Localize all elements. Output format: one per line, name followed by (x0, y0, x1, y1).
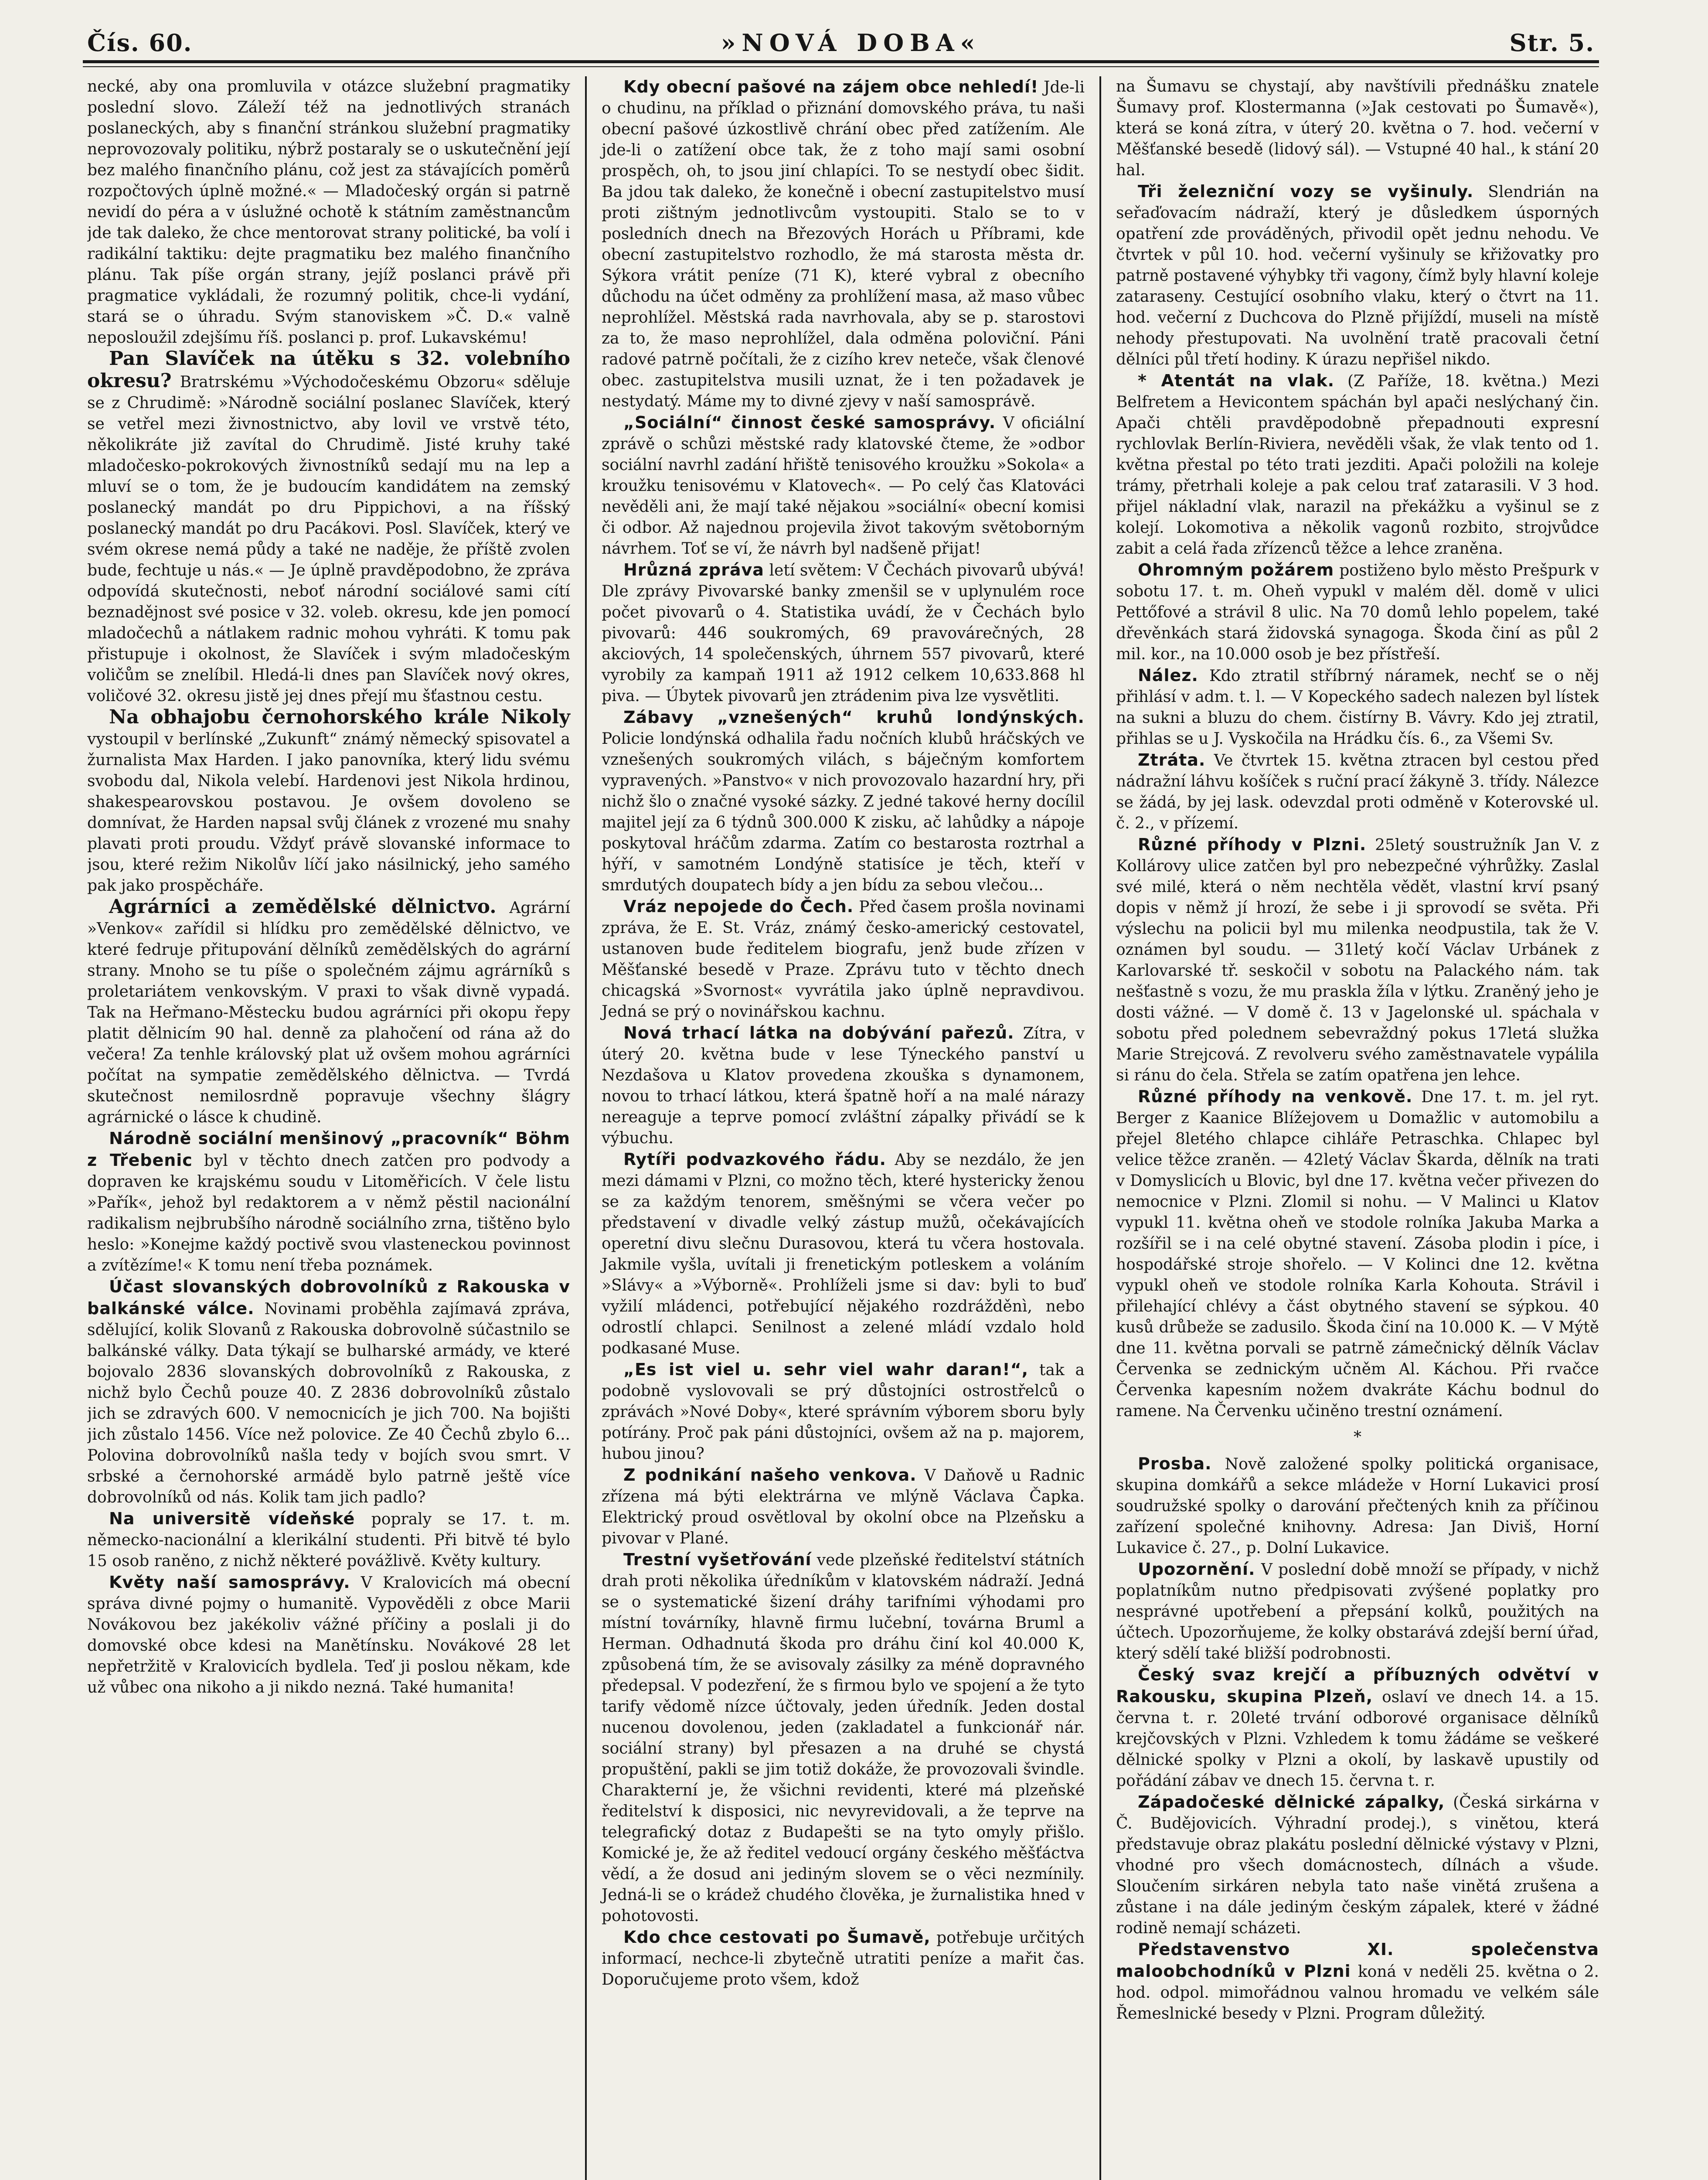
article-text: (Česká sirkárna v Č. Budějovicích. Výhradní prodej.), s vinětou, která představuje obraz plakátu poslední dělnické výstavy v Plzni, vhodné pro všech domácnostech, dílnách a všude. Sloučením sirkáren nebyla tato naše vinětá zrušena a zůstane i na dále jediným českým zápalek, které v žádné rodině nemají scházeti. (1116, 1794, 1599, 1937)
article-headline: Ohromným požárem (1138, 560, 1334, 579)
article-text: necké, aby ona promluvila v otázce služební pragmatiky poslední slovo. Záleží též na jednotlivých stranách poslaneckých, aby s finanční stránkou služební pragmatiky neprovozovaly politiku, nýbrž postaraly se o uskutečnění její bez malého finančního plánu, což jest za stávajících poměrů rozpočtových úplně možné.« — Mladočeský orgán si patrně nevidí do péra a v úslužné ochotě k státním zaměstnancům jde tak daleko, že chce mentorovat strany politické, ba volí i radikální taktiku: dejte pragmatiku bez malého finančního plánu. Tak píše orgán strany, jejíž poslanci právě při pragmatice vykládali, že rozumný politik, chce-li vydání, stará se o úhradu. Svým stanoviskem »Č. D.« valně neposloužil zdejšímu říš. poslanci p. prof. Lukavskému! (87, 78, 570, 347)
header-rule (83, 60, 1599, 63)
article-text: koná v neděli 25. května o 2. hod. odpol. mimořádnou valnou hromadu ve velkém sále Řemeslnické besedy v Plzni. Program důležitý. (1116, 1963, 1599, 2023)
article-text: Novinami proběhla zajímavá zpráva, sdělující, kolik Slovanů z Rakouska dobrovolně súčastnilo se balkánské války. Data týkají se bulharské armády, ve které bojovalo 2836 slovanských dobrovolníků z Rakouska, z nichž bylo Čechů pouze 40. Z 2836 dobrovolníků zůstalo jich se zdravých 600. V nemocnicích je jich 700. Na bojišti jich zůstalo 1456. Více než polovice. Ze 40 Čechů zbylo 6... Polovina dobrovolníků našla tedy v bojích svou smrt. V srbské a černohorské armádě bylo patrně ještě více dobrovolníků od nás. Kolik tam jich padlo? (87, 1300, 570, 1506)
article-text: vede plzeňské ředitelství státních drah proti několika úředníkům v klatovském nádraží. Jedná se o systematické šizení dráhy tarifními výhodami pro místní továrníky, hlavně firmu lučební, továrna Bruml a Herman. Odhadnutá škoda pro dráhu činí kol 40.000 K, způsobená tím, že se avisovaly zásilky za méně dopravného předepsal. V podezření, že s firmou bylo ve spojení a že tyto tarify vědomě nízce účtovaly, jeden úředník. Jeden dostal nucenou dovolenou, jeden (zakladatel a funkcionář nár. sociální strany) byl přesazen a na druhé se chystá propuštění, pakli se jim totiž dokáže, že provozovali švindle. Charakterní je, že všichni revidenti, které má plzeňské ředitelství k disposici, nic nevyrevidovali, a že teprve na telegrafický dotaz z Budapešti se na tyto omyly přišlo. Komické je, že až ředitel vedoucí orgány českého měšťáctva vědí, a že dosud ani jediným slovem se o věci nezmínily. Jedná-li se o krádež chudého člověka, je žurnalistika hned v pohotovosti. (602, 1551, 1085, 1925)
article-text: Kdo ztratil stříbrný náramek, nechť se o něj přihlásí v adm. t. l. — V Kopeckého sadech nalezen byl lístek na sukni a bluzu do chem. čistírny B. Vávry. Kdo jej ztratil, přihlas se u J. Vyskočila na Hrádku čís. 6., za Všemi Sv. (1116, 667, 1599, 748)
article-text: letí světem: V Čechách pivovarů ubývá! Dle zprávy Pivovarské banky zmenšil se v uplynulém roce počet pivovarů o 4. Statistika uvádí, že v Čechách bylo pivovarů: 446 soukromých, 69 pravovárečných, 28 akciových, 14 společenských, úhrnem 557 pivovarů, které vyrobily za kampaň 1911 až 1912 celkem 10,633.868 hl piva. — Úbytek pivovarů jen ztrádenim piva lze vysvětliti. (602, 562, 1085, 705)
article-headline: Český svaz krejčí a příbuzných odvětví v Rakousku, skupina Plzeň, (1116, 1665, 1599, 1706)
article-text: 25letý soustružník Jan V. z Kollárovy ulice zatčen byl pro nebezpečné výhrůžky. Zaslal své milé, která o něm nechtěla vědět, vlastní krví psaný dopis v němž jí hrozí, že sebe i ji sprovodí se světa. Při výslechu na policii byl mu milenka neodpustila, tak že V. oznámen byl soudu. — 31letý kočí Václav Urbánek z Karlovarské tř. seskočil v sobotu na Palackého nám. tak nešťastně s vozu, že mu praskla žíla v lýtku. Zraněný jeho je dosti vážné. — V domě č. 13 v Jagelonské ul. spáchala v sobotu před polednem sebevraždný pokus 17letá služka Marie Strejcová. Z revolveru svého zaměstnavatele vypálila si ránu do čela. Střela se zatím opatřena jen lehce. (1116, 836, 1599, 1084)
article-text: Aby se nezdálo, že jen mezi dámami v Plzni, co možno těch, které hystericky ženou se za každým tenorem, směšnými se včera večer po představení v divadle velký zástup mužů, očekávajících operetní divu slečnu Durasovou, která tu včera hostovala. Jakmile vyšla, uvítali ji frenetickým potleskem a voláním »Slávy« a »Výborně«. Prohlíželi jsme si dav: byli to buď vyžilí mládenci, potřebující nějakého rozdrážděnì, nebo odrostlí chlapci. Senilnost a zelené mládí vzdalo hold podkasané Muse. (602, 1151, 1085, 1357)
page-header (87, 17, 1595, 57)
article-headline: Kdo chce cestovati po Šumavě, (623, 1928, 931, 1947)
article-headline: „Sociální“ činnost české samosprávy. (623, 413, 996, 432)
article-headline: Představenstvo XI. společenstva maloobchodníků v Plzni (1116, 1940, 1599, 1981)
article-headline: Květy naší samosprávy. (109, 1573, 350, 1592)
article-text: (Z Paříže, 18. května.) Mezi Belfretem a Hevicontem spáchán byl apači neslýchaný čin. Apači chtěli pravděpodobně přepadnouti expresní rychlovlak Berlín-Riviera, nevěděli však, že vlak tento od 1. května přestal po této trati jezditi. Apači položili na koleje trámy, přetrhali koleje a pak celou trať zatarasili. V 3 hod. přijel nákladní vlak, narazil na překážku a vyšinul se z kolejí. Lokomotiva a několik vagonů rozbito, strojvůdce zabit a celá řada zřízenců těžce a lehce zraněna. (1116, 372, 1599, 558)
header-rule-thin (83, 66, 1599, 67)
article-headline: Agrárníci a zemědělské dělnictvo. (109, 896, 497, 918)
article-text: oslaví ve dnech 14. a 15. června t. r. 20leté trvání odborové organisace dělníků krejčovských v Plzni. Vzhledem k tomu žádáme se veškeré dělnické spolky v Plzni a okolí, by laskavě upustily od pořádání zábav ve dnech 15. června t. r. (1116, 1688, 1599, 1790)
article-text: Policie londýnská odhalila řadu nočních klubů hráčských ve vznešených soukromých vilách, s báječným komfortem vypravených. »Panstvo« v nich provozovalo hazardní hry, při nichž šlo o značné vysoké sázky. Z jedné takové herny docílil majitel její za 6 týdnů 300.000 K zisku, ač lahůdky a nápoje poskytoval hráčům zdarma. Zatím co bestarosta roztrhal a hýří, v samotném Londýně statisíce je těch, kteří v smrdutých doupatech bídy a jen bídu za sebou vlečou... (602, 730, 1085, 894)
article-headline: Zábavy „vznešených“ kruhů londýnských. (623, 708, 1085, 727)
article-headline: Pan Slavíček na útěku s 32. volebního okresu? (87, 347, 570, 392)
article-headline: Národně sociální menšinový „pracovník“ Böhm z Třebenic (87, 1129, 570, 1170)
article-text: Nově založené spolky politická organisace, skupina domkářů a sekce mládeže v Horní Lukavici prosí soudružské spolky o darování přečtených knih za příčinou zařízení společné knihovny. Adresa: Jan Diviš, Horní Lukavice č. 27., p. Dolní Lukavice. (1116, 1455, 1599, 1557)
article-text: na Šumavu se chystají, aby navštívili přednášku znatele Šumavy prof. Klostermanna (»Jak cestovati po Šumavě«), která se koná zítra, v úterý 20. května o 7. hod. večerní v Měšťanské besedě (lidový sál). — Vstupné 40 hal., k stání 20 hal. (1116, 78, 1599, 179)
article-headline: Rytíři podvazkového řádu. (623, 1150, 886, 1169)
column-1 (87, 76, 585, 2180)
article-text: V poslední době množí se případy, v nichž poplatníkům nutno předpisovati zvýšené poplatky pro nesprávné upotřebení a přepsání kolků, použitých na účtech. Upozorňujeme, že kolky obstarává zdejší berní úřad, který sdělí také bližší podrobnosti. (1116, 1561, 1599, 1662)
article-headline: Prosba. (1138, 1454, 1212, 1473)
article-headline: Kdy obecní pašové na zájem obce nehledí! (623, 77, 1039, 96)
columns (87, 76, 1599, 2180)
masthead-title: »NOVÁ DOBA« (721, 29, 981, 57)
article-text: Slendrián na seřaďovacím nádraží, který je důsledkem úsporných opatření zde prováděných, přivodil opět jednu nehodu. Ve čtvrtek v půl 10. hod. večerní vyšinuly se křižovatky pro patrně postavené výhybky tři vagony, čímž byly hlavní koleje zataraseny. Cestující osobního vlaku, který o čtvrt na 11. hod. večerní z Duchcova do Plzně přijíždí, museli na místě nehody přestupovati. Na uvolnění tratě pracovali četní dělníci půl třetí hodiny. K úrazu nepřišel nikdo. (1116, 183, 1599, 368)
article-headline: Trestní vyšetřování (623, 1550, 812, 1569)
article-text: postiženo bylo město Prešpurk v sobotu 17. t. m. Oheň vypukl v malém děl. domě v ulici Pettőfové a strávil 8 ulic. Na 70 domů lehlo popelem, také dřevěnkách stará židovská synagoga. Škoda činí as půl 2 mil. kor., na 10.000 osob je bez přístřeší. (1116, 562, 1599, 663)
article-text: potřebuje určitých informací, nechce-li zbytečně utratiti peníze a mařit čas. Doporučujeme proto všem, kdož (602, 1929, 1085, 1989)
article-text: Jde-li o chudinu, na příklad o přiznání domovského práva, tu naši obecní pašové úzkostlivě chrání obec před zatížením. Ale jde-li o zatížení obce tak, že z toho mají sami osobní prospěch, oh, to jsou jiní chlapíci. To se nestydí obec šidit. Ba jdou tak daleko, že konečně i obecní zastupitelstvo musí proti zištným jednotlivcům vystoupiti. Stalo se to v posledních dnech na Březových Horách u Příbrami, kde obecní zastupitelstvo rozhodlo, že má starosta města dr. Sýkora vrátit peníze (71 K), které vybral z obecního důchodu na účet odměny za prohlížení masa, až maso vůbec neprohlížel. Městská rada navrhovala, aby se p. starostovi za to, že maso neprohlížel, dala odměna poloviční. Páni radové patrně počítali, že z cizího krev neteče, však členové obec. zastupitelstva musili uznat, že i ten požadavek je nestydatý. Máme my to divné zjevy v naší samosprávě. (602, 78, 1085, 410)
article-headline: Západočeské dělnické zápalky, (1138, 1792, 1445, 1812)
article-headline: * Atentát na vlak. (1138, 371, 1335, 390)
article-headline: Různé příhody v Plzni. (1138, 835, 1367, 854)
article-headline: Nová trhací látka na dobývání pařezů. (623, 1023, 1014, 1042)
article-text: Bratrskému »Východočeskému Obzoru« sděluje se z Chrudimě: »Národně sociální poslanec Slavíček, který se vetřel mezi živnostnictvo, aby lovil ve vrstvě této, několikráte již zavítal do Chrudimě. Jisté kruhy také mladočesko-pokrokových živnostníků sedají mu na lep a mluví se o tom, že je budoucím kandidátem na zemský poslanecký mandát po dru Pippichovi, a na říšský poslanecký mandát po dru Pacákovi. Posl. Slavíček, který ve svém okrese nemá půdy a také ne naděje, že příště zvolen bude, fechtuje u nás.« — Je úplně pravděpodobno, že zpráva odpovídá skutečnosti, neboť národní sociálové sami cítí beznadějnost své posice v 32. voleb. okresu, kde jen pomocí mladočechů a nátlakem radnic mohou vyhráti. K tomu pak přistupuje i okolnost, že Slavíček i svým mladočeským voličům se znelíbil. Hledá-li dnes pan Slavíček nový okres, voličové 32. okresu jistě jej dnes přejí mu šťastnou cestu. (87, 373, 570, 705)
article-headline: Vráz nepojede do Čech. (623, 897, 854, 916)
article-text: Zítra, v úterý 20. května bude v lese Týneckého panství u Nezdašova u Klatov provedena zkouška s dynamonem, novou to trhací látkou, která špatně hoří a na malé nárazy nereaguje a teprve pomocí zvláštní zápalky přivádí se k výbuchu. (602, 1025, 1085, 1147)
article-headline: Hrůzná zpráva (623, 560, 764, 579)
article-headline: Účast slovanských dobrovolníků z Rakouska v balkánské válce. (87, 1277, 570, 1318)
article-headline: Nález. (1138, 666, 1198, 685)
issue-number: Čís. 60. (87, 29, 193, 57)
article-text: V Daňově u Radnic zřízena má býti elektrárna ve mlýně Václava Čapka. Elektrický proud osvětloval by okolní obce na Plzeňsku a pivovar v Plané. (602, 1467, 1085, 1547)
article-text: Agrární »Venkov« zařídil si hlídku pro zemědělské dělnictvo, ve které fedruje přitupování dělníků zemědělských do agrární strany. Mnoho se tu píše o společném zájmu agrárníků s proletariátem venkovským. V praxi to však divně vypadá. Tak na Heřmano-Městecku budou agrárníci při okopu řepy platit dělnicím 90 hal. denně za plahočení od rána až do večera! Za tenhle královský plat už ovšem mohou agrárníci počítat na sympatie zemědělského dělnictva. — Tvrdá skutečnost nemilosrdně popravuje všechny šlágry agrárnické o lásce k chudině. (87, 899, 570, 1126)
column-2 (587, 76, 1099, 2180)
article-headline: Na obhajobu černohorského krále Nikoly (109, 706, 570, 728)
article-text: byl v těchto dnech zatčen pro podvody a dopraven ke krajskému soudu v Litoměřicích. V čele listu »Pařík«, jehož byl redaktorem a v němž pěstil nacionální radikalism nejbrubšího národně sociálního zrna, tištěno bylo heslo: »Konejme každý poctivě svou vlasteneckou povinnost a zvítězíme!« K tomu není třeba poznámek. (87, 1152, 570, 1274)
article-headline: Různé příhody na venkově. (1138, 1087, 1413, 1106)
article-headline: Upozornění. (1138, 1560, 1255, 1579)
column-3 (1101, 76, 1599, 2180)
article-text: Před časem prošla novinami zpráva, že E. St. Vráz, známý česko-americký cestovatel, ustanoven bude ředitelem biografu, jenž bude zřízen v Měšťanské besedě v Praze. Zprávu tuto v těchto dnech chicagská »Svornost« vyvrátila jako úplně nepravdivou. Jedná se prý o novinářskou kachnu. (602, 898, 1085, 1021)
article-text: V Kralovicích má obecní správa divné pojmy o humanitě. Vypověděli z obce Marii Novákovou bez jakékoliv vážné příčiny a poslali ji do domovské obce kdesi na Manětínsku. Novákové 28 let nepřetržitě v Kralovicích bydlela. Teď ji poslou někam, kde už vůbec ona nikoho a ji nikdo nezná. Také humanita! (87, 1574, 570, 1696)
section-separator: * (1354, 1428, 1361, 1446)
article-headline: Tři železniční vozy se vyšinuly. (1138, 182, 1474, 201)
article-headline: Ztráta. (1138, 750, 1206, 770)
article-headline: Z podnikání našeho venkova. (623, 1465, 917, 1485)
article-headline: Na universitě vídeňské (109, 1509, 355, 1528)
article-text: Ve čtvrtek 15. května ztracen byl cestou před nádražní láhvu košíček s ruční prací žákyně 3. třídy. Nálezce se žádá, by jej lask. odevzdal proti odměně v Koterovské ul. č. 2., v přízemí. (1116, 752, 1599, 832)
page-number: Str. 5. (1509, 29, 1595, 57)
article-headline: „Es ist viel u. sehr viel wahr daran!“, (623, 1360, 1029, 1379)
article-text: popraly se 17. t. m. německo-nacionální a klerikální studenti. Při bitvě té bylo 15 osob raněno, z nichž některé povážlivě. Květy kultury. (87, 1510, 570, 1570)
article-text: Dne 17. t. m. jel ryt. Berger z Kaanice Blížejovem u Domažlic v automobilu a přejel 8letého chlapce cihláře Petraschka. Chlapec byl velice těžce zraněn. — 42letý Václav Škarda, dělník na trati v Domyslicích u Blovic, byl dne 17. května večer přivezen do nemocnice v Plzni. Zlomil si nohu. — V Malinci u Klatov vypukl 11. května oheň ve stodole rolníka Jakuba Marka a rozšířil se i na celé obytné stavení. Zásoba plodin i píce, i hospodářské stroje shořelo. — V Kolinci dne 12. května vypukl oheň ve stodole rolníka Karla Kohouta. Strávil i přilehající chlévy a část obytného stavení se sýpkou. 40 kusů drůbeže se zadusilo. Škoda činí na 10.000 K. — V Mýtě dne 11. května porvali se patrně zámečnický dělník Václav Červenka se zednickým učněm Al. Káchou. Při rvačce Červenka kapesním nožem dvakráte Káchu bodnul do ramene. Na Červenku učiněno trestní oznámení. (1116, 1088, 1599, 1420)
article-text: tak a podobně vyslovovali se prý důstojníci ostrostřelců o zprávách »Nové Doby«, které správním výborem sboru byly potírány. Proč pak páni důstojníci, ovšem až na p. majorem, hubou jinou? (602, 1361, 1085, 1463)
article-text: V oficiální zprávě o schůzi městské rady klatovské čteme, že »odbor sociální navrhl zadání hřiště tenisového kroužku »Sokola« a kroužku tenisovému v Klatovech«. — Po celý čas Klatováci nevěděli ani, že mají také nějakou »sociální« obecní komisi či odbor. Až najednou projevila život takovým světoborným návrhem. Toť se ví, že návrh byl nadšeně přijat! (602, 414, 1085, 558)
article-text: vystoupil v berlínské „Zukunft“ známý německý spisovatel a žurnalista Max Harden. I jako panovníka, který lidu svému svobodu dal, Nikola velebí. Hardenovi jest Nikola hrdinou, shakespearovskou postavou. Je ovšem dovoleno se domnívat, že Harden napsal svůj článek z vrozené mu snahy plavati proti proudu. Vždyť právě slovanské informace to jsou, které režim Nikolův líčí jako násilnický, jeho samého pak jako prospěcháře. (87, 730, 570, 895)
